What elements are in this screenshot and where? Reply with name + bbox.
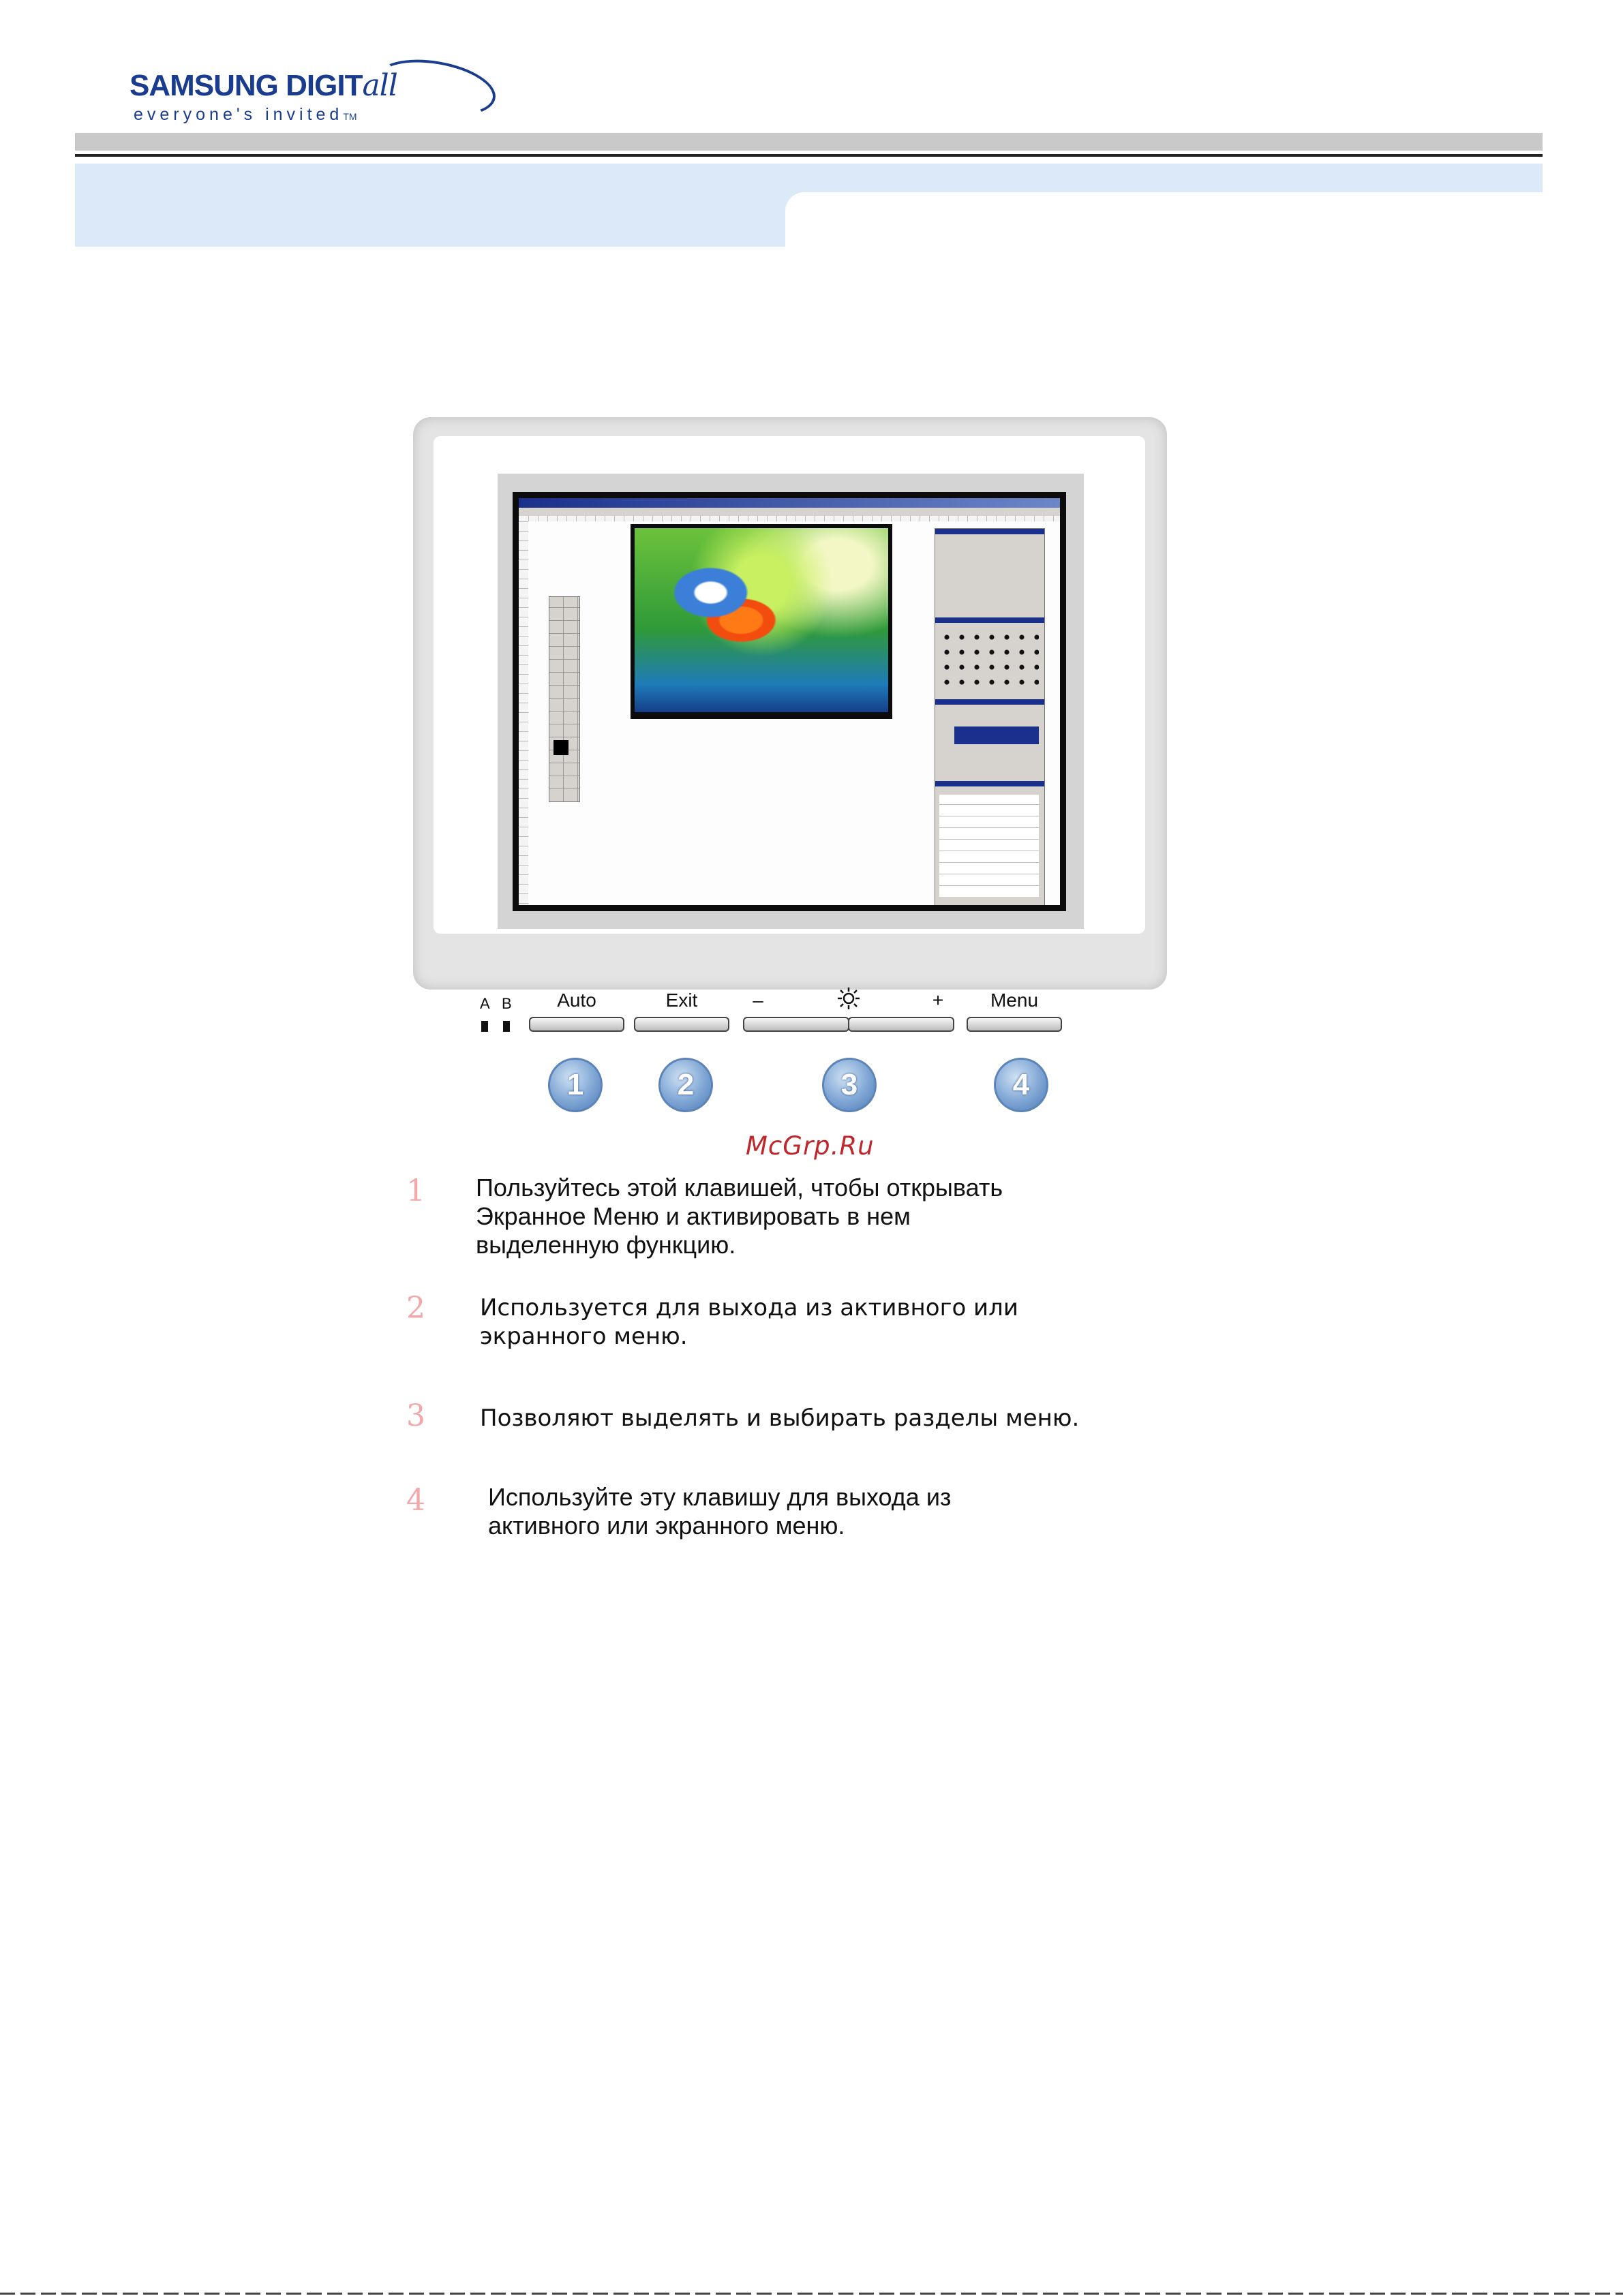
palette-header: [935, 781, 1044, 786]
plus-label: +: [932, 990, 944, 1011]
palette-header: [935, 529, 1044, 534]
minus-label: –: [753, 990, 763, 1011]
history-list: [939, 795, 1039, 897]
desc-number-3: 3: [406, 1398, 425, 1433]
logo-swoosh-icon: [371, 51, 500, 125]
desc-number-4: 4: [406, 1483, 425, 1518]
monitor-screen: [513, 492, 1066, 911]
menu-button[interactable]: [967, 1017, 1062, 1032]
banner-tab: [785, 192, 1543, 247]
auto-label: Auto: [557, 990, 596, 1011]
badge-2: 2: [658, 1058, 713, 1112]
footer-dashed-line: [0, 2293, 1623, 2295]
palette-header: [935, 699, 1044, 705]
badge-3: 3: [822, 1058, 877, 1112]
app-titlebar: [519, 498, 1060, 508]
desc-text-3: Позволяют выделять и выбирать разделы меню.: [480, 1405, 1080, 1432]
led-a-indicator: [481, 1021, 488, 1032]
color-swatch: [553, 740, 568, 755]
badge-4: 4: [994, 1058, 1048, 1112]
header-bar: [75, 133, 1543, 151]
brightness-minus-button[interactable]: [743, 1017, 849, 1032]
auto-button[interactable]: [529, 1017, 624, 1032]
app-palettes: [935, 528, 1045, 911]
layer-selected: [954, 726, 1039, 744]
brightness-sun-icon: [837, 987, 860, 1010]
desc-number-1: 1: [406, 1174, 425, 1208]
desc-text-1: Пользуйтесь этой клавишей, чтобы открывать Экранное Меню и активировать в нем выделенную функцию.: [476, 1174, 1003, 1259]
kingfisher-image: [635, 528, 888, 712]
exit-button[interactable]: [634, 1017, 729, 1032]
led-label-b: B: [502, 995, 512, 1012]
app-ruler-vertical: [519, 516, 528, 911]
app-toolbox: [549, 596, 580, 802]
document-window: [631, 524, 892, 719]
logo-wordmark: SAMSUNG DIGITall: [130, 68, 397, 103]
samsung-logo: [130, 56, 397, 124]
desc-number-2: 2: [406, 1291, 425, 1326]
logo-tagline: everyone's invitedTM: [134, 105, 357, 124]
brushes-palette: [939, 630, 1039, 691]
palette-header: [935, 617, 1044, 623]
header-divider: [75, 154, 1543, 157]
app-ruler: [528, 516, 1066, 521]
menu-label: Menu: [990, 990, 1039, 1011]
led-label-a: A: [480, 995, 490, 1012]
desc-text-4: Используйте эту клавишу для выхода из активного или экранного меню.: [488, 1483, 952, 1540]
led-b-indicator: [503, 1021, 510, 1032]
badge-1: 1: [548, 1058, 603, 1112]
watermark: McGrp.Ru: [746, 1131, 875, 1161]
brightness-plus-button[interactable]: [848, 1017, 954, 1032]
exit-label: Exit: [665, 990, 698, 1011]
desc-text-2: Используется для выхода из активного или экранного меню.: [480, 1294, 1018, 1350]
